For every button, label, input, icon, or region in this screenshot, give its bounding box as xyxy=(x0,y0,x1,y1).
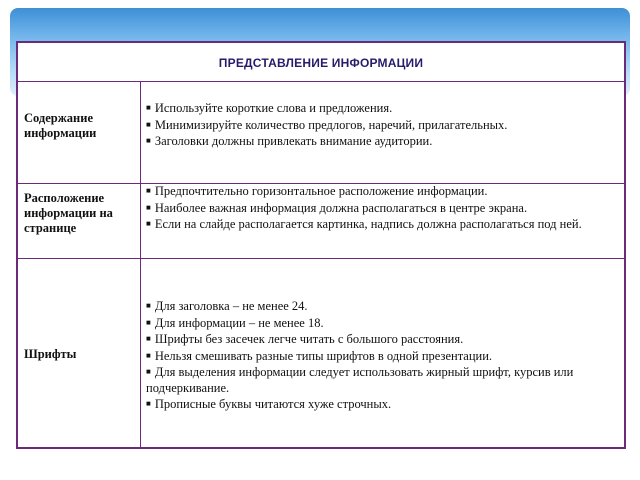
list-item: ■ Заголовки должны привлекать внимание аудитории. xyxy=(146,134,433,148)
list-item: ■ Шрифты без засечек легче читать с большого расстояния. xyxy=(146,332,464,346)
row-divider-2 xyxy=(18,258,624,259)
list-item: ■ Для выделения информации следует использовать жирный шрифт, курсив или подчеркивание. xyxy=(146,365,574,395)
row-content-layout xyxy=(146,183,616,233)
list-item: ■ Если на слайде располагается картинка, надпись должна располагаться под ней. xyxy=(146,217,582,231)
bullet-icon: ■ xyxy=(146,119,151,129)
list-item: ■ Для информации – не менее 18. xyxy=(146,315,324,330)
bullet-icon: ■ xyxy=(146,103,151,112)
row-content-fonts xyxy=(146,298,616,413)
row-label-fonts: Шрифты xyxy=(24,347,77,361)
list-item: ■ Предпочтительно горизонтальное расположение информации. xyxy=(146,184,488,198)
bullet-icon: ■ xyxy=(146,334,151,343)
list-item: ■ Нельзя смешивать разные типы шрифтов в одной презентации. xyxy=(146,348,493,363)
bullet-icon: ■ xyxy=(146,317,151,327)
bullet-icon: ■ xyxy=(146,186,151,195)
bullet-icon: ■ xyxy=(146,202,151,212)
bullet-icon: ■ xyxy=(146,367,151,376)
info-table xyxy=(16,41,626,449)
bullet-icon: ■ xyxy=(146,136,151,145)
list-item: ■ Прописные буквы читаются хуже строчных. xyxy=(146,397,392,411)
bullet-icon: ■ xyxy=(146,301,151,310)
table-title: ПРЕДСТАВЛЕНИЕ ИНФОРМАЦИИ xyxy=(218,56,424,70)
column-divider xyxy=(140,81,141,447)
row-label-content: Содержание информации xyxy=(24,111,97,140)
table-title-row xyxy=(18,43,624,82)
list-item: ■ Используйте короткие слова и предложения. xyxy=(146,101,393,115)
bullet-icon: ■ xyxy=(146,350,151,360)
row-label-layout: Расположение информации на странице xyxy=(24,191,113,235)
list-item: ■ Для заголовка – не менее 24. xyxy=(146,299,308,313)
bullet-icon: ■ xyxy=(146,219,151,228)
bullet-icon: ■ xyxy=(146,399,151,408)
list-item: ■ Минимизируйте количество предлогов, наречий, прилагательных. xyxy=(146,117,508,132)
row-content-content xyxy=(146,100,616,150)
list-item: ■ Наиболее важная информация должна располагаться в центре экрана. xyxy=(146,200,528,215)
